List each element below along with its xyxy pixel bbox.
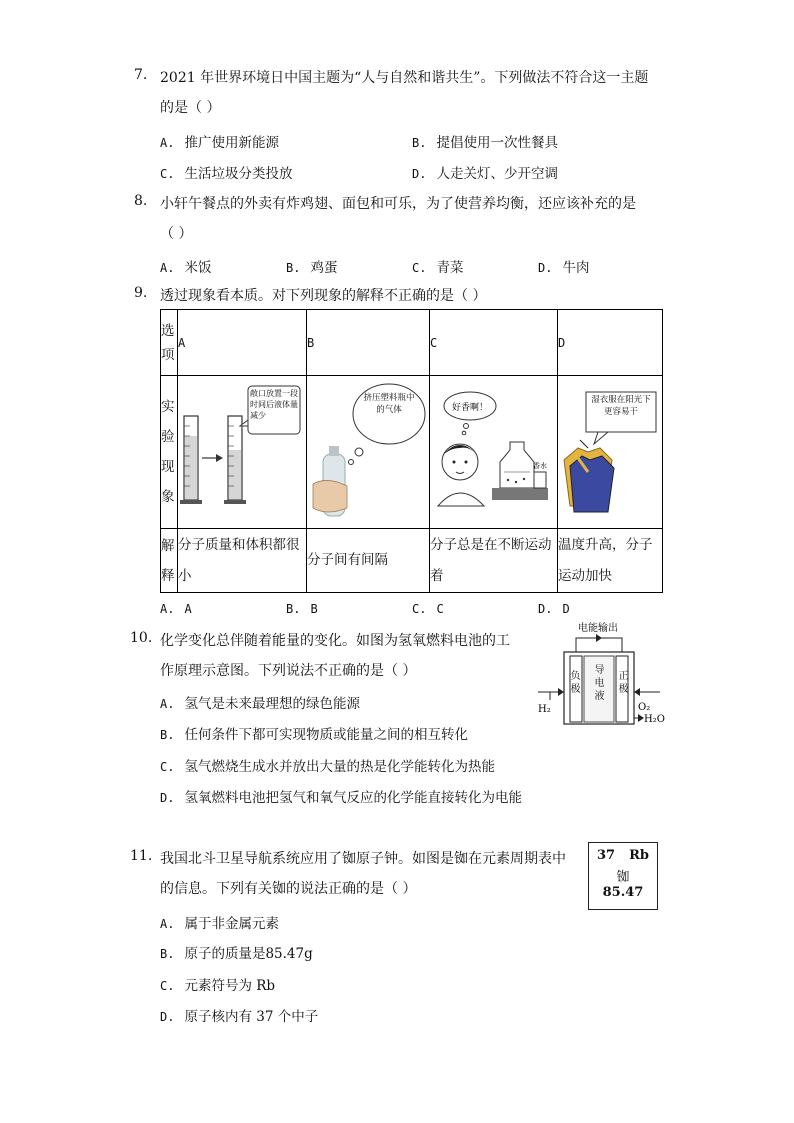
q11-option-b[interactable]: B. 原子的质量是85.47g <box>160 946 313 962</box>
q10-number: 10. <box>130 630 153 646</box>
q9-image-c <box>430 376 558 529</box>
q9-c-perfume-label: 香水 <box>533 462 547 470</box>
fuel-cell-o2-label: O₂ <box>638 702 651 713</box>
fuel-cell-output-label: 电能输出 <box>578 623 618 634</box>
q9-col-b: B <box>307 310 430 376</box>
fuel-cell-h2-label: H₂ <box>538 704 551 715</box>
q8-number: 8. <box>134 193 148 209</box>
graduated-cylinder-illustration <box>178 376 306 524</box>
q10-option-a[interactable]: A. 氢气是未来最理想的绿色能源 <box>160 696 360 712</box>
element-atomic-number: 37 <box>597 848 616 863</box>
q8-stem-line2: （ ） <box>160 226 193 242</box>
element-symbol: Rb <box>629 848 649 863</box>
q10-stem-line2: 作原理示意图。下列说法不正确的是（ ） <box>160 663 417 679</box>
q9-col-a: A <box>178 310 307 376</box>
q11-option-c[interactable]: C. 元素符号为 Rb <box>160 978 276 994</box>
q8-option-a[interactable]: A. 米饭 <box>160 260 212 276</box>
element-card-rb <box>588 842 658 910</box>
q10-option-d[interactable]: D. 氢氧燃料电池把氢气和氧气反应的化学能直接转化为电能 <box>160 790 522 806</box>
q7-number: 7. <box>134 67 148 83</box>
q9-table <box>160 309 663 593</box>
fuel-cell-diagram <box>530 618 670 730</box>
q9-image-d <box>558 376 663 529</box>
q9-d-caption: 湿衣服在阳光下更容易干 <box>591 395 651 417</box>
q9-header-option: 选项 <box>161 310 178 376</box>
q9-image-a <box>178 376 307 529</box>
q9-col-d: D <box>558 310 663 376</box>
q9-a-caption: 敞口放置一段时间后液体量减少 <box>250 389 298 420</box>
q9-c-caption: 好香啊！ <box>451 403 489 413</box>
q7-option-c[interactable]: C. 生活垃圾分类投放 <box>160 166 293 182</box>
q11-stem-line1: 我国北斗卫星导航系统应用了铷原子钟。如图是铷在元素周期表中 <box>160 851 566 867</box>
q9-explanation-c: 分子总是在不断运动着 <box>430 529 558 593</box>
q9-col-c: C <box>430 310 558 376</box>
q8-option-c[interactable]: C. 青菜 <box>412 260 464 276</box>
q10-stem-line1: 化学变化总伴随着能量的变化。如图为氢氧燃料电池的工 <box>160 633 510 649</box>
q9-explanation-d: 温度升高，分子运动加快 <box>558 529 663 593</box>
q8-option-d[interactable]: D. 牛肉 <box>538 260 590 276</box>
q9-image-b <box>307 376 430 529</box>
q11-option-d[interactable]: D. 原子核内有 37 个中子 <box>160 1009 319 1025</box>
fuel-cell-negative-label: 负极 <box>570 671 581 695</box>
q9-header-phenomenon: 实验现象 <box>161 376 178 529</box>
q7-option-a[interactable]: A. 推广使用新能源 <box>160 135 279 151</box>
q11-number: 11. <box>130 848 153 864</box>
q9-option-b[interactable]: B. B <box>286 602 318 616</box>
q9-explanation-b: 分子间有间隔 <box>307 529 430 593</box>
q8-stem-line1: 小轩午餐点的外卖有炸鸡翅、面包和可乐，为了使营养均衡，还应该补充的是 <box>160 196 636 212</box>
q7-option-d[interactable]: D. 人走关灯、少开空调 <box>412 166 558 182</box>
q9-option-c[interactable]: C. C <box>412 602 444 616</box>
q9-number: 9. <box>134 285 148 301</box>
q10-option-b[interactable]: B. 任何条件下都可实现物质或能量之间的相互转化 <box>160 727 468 743</box>
q9-stem: 透过现象看本质。对下列现象的解释不正确的是（ ） <box>160 288 487 304</box>
plastic-bottle-illustration <box>307 376 429 524</box>
fuel-cell-positive-label: 正极 <box>618 671 629 695</box>
q7-stem-line2: 的是（ ） <box>160 100 221 116</box>
element-atomic-mass: 85.47 <box>602 885 644 900</box>
wet-clothes-illustration <box>558 376 662 524</box>
q11-option-a[interactable]: A. 属于非金属元素 <box>160 916 279 932</box>
perfume-smell-illustration <box>430 376 557 524</box>
fuel-cell-electrolyte-label: 导电液 <box>594 665 605 702</box>
element-name: 铷 <box>616 870 630 885</box>
q7-stem-line1: 2021 年世界环境日中国主题为“人与自然和谐共生”。下列做法不符合这一主题 <box>160 70 649 86</box>
q9-option-a[interactable]: A. A <box>160 602 192 616</box>
q9-option-d[interactable]: D. D <box>538 602 570 616</box>
q9-header-explanation: 解释 <box>161 529 178 593</box>
fuel-cell-h2o-label: H₂O <box>644 714 665 725</box>
q8-option-b[interactable]: B. 鸡蛋 <box>286 260 338 276</box>
q9-explanation-a: 分子质量和体积都很小 <box>178 529 307 593</box>
q9-b-caption: 挤压塑料瓶中的气体 <box>363 393 415 415</box>
q10-option-c[interactable]: C. 氢气燃烧生成水并放出大量的热是化学能转化为热能 <box>160 759 495 775</box>
q11-stem-line2: 的信息。下列有关铷的说法正确的是（ ） <box>160 881 417 897</box>
q7-option-b[interactable]: B. 提倡使用一次性餐具 <box>412 135 558 151</box>
